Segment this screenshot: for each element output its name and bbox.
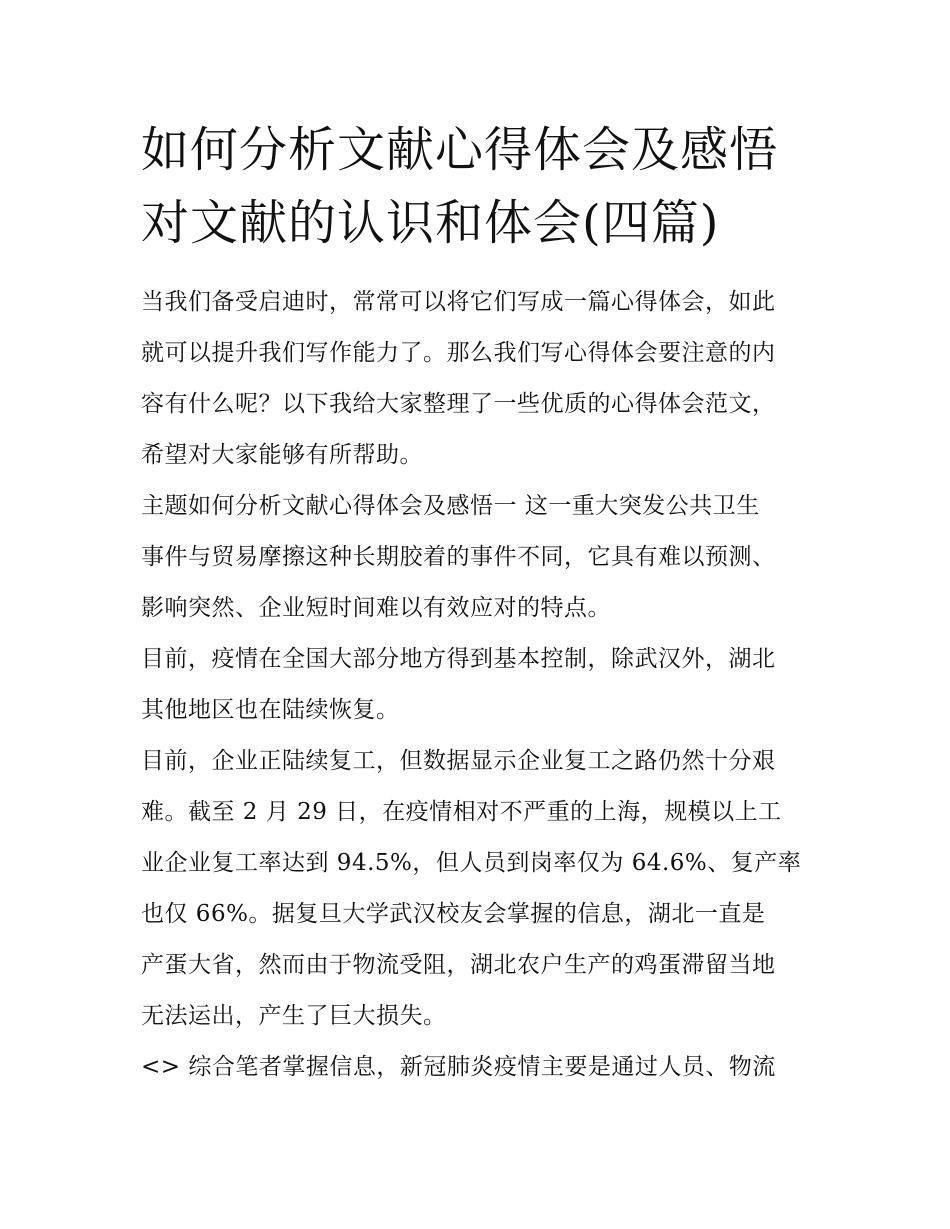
document-title [141, 114, 821, 260]
title-line: 如何分析文献心得体会及感悟 [141, 122, 779, 178]
paragraph-line: 目前，疫情在全国大部分地方得到基本控制，除武汉外，湖北 [141, 646, 776, 672]
paragraph-line: 希望对大家能够有所帮助。 [141, 442, 423, 468]
paragraph-line: 事件与贸易摩擦这种长期胶着的事件不同，它具有难以预测、 [141, 544, 776, 570]
body-paragraph [141, 634, 821, 736]
paragraph-line: 主题如何分析文献心得体会及感悟一 这一重大突发公共卫生 [141, 493, 760, 519]
paragraph-line: 其他地区也在陆续恢复。 [141, 697, 400, 723]
title-line: 对文献的认识和体会(四篇) [141, 195, 720, 251]
document-page [141, 114, 821, 1093]
paragraph-line: 产蛋大省，然而由于物流受阻，湖北农户生产的鸡蛋滞留当地 [141, 952, 776, 978]
paragraph-line: 也仅 66%。据复旦大学武汉校友会掌握的信息，湖北一直是 [141, 901, 766, 927]
body-paragraph [141, 481, 821, 634]
body-paragraph [141, 736, 821, 1042]
paragraph-line: 容有什么呢？以下我给大家整理了一些优质的心得体会范文， [141, 391, 776, 417]
body-paragraph [141, 1042, 821, 1093]
paragraph-line: 难。截至 2 月 29 日，在疫情相对不严重的上海，规模以上工 [141, 799, 782, 825]
paragraph-line: 业企业复工率达到 94.5%，但人员到岗率仅为 64.6%、复产率 [141, 850, 802, 876]
paragraph-line: <> 综合笔者掌握信息，新冠肺炎疫情主要是通过人员、物流 [141, 1054, 776, 1080]
paragraph-line: 当我们备受启迪时，常常可以将它们写成一篇心得体会，如此 [141, 289, 776, 315]
paragraph-line: 就可以提升我们写作能力了。那么我们写心得体会要注意的内 [141, 340, 776, 366]
paragraph-line: 无法运出，产生了巨大损失。 [141, 1003, 447, 1029]
paragraph-line: 影响突然、企业短时间难以有效应对的特点。 [141, 595, 611, 621]
paragraph-line: 目前，企业正陆续复工，但数据显示企业复工之路仍然十分艰 [141, 748, 776, 774]
intro-paragraph [141, 277, 821, 481]
